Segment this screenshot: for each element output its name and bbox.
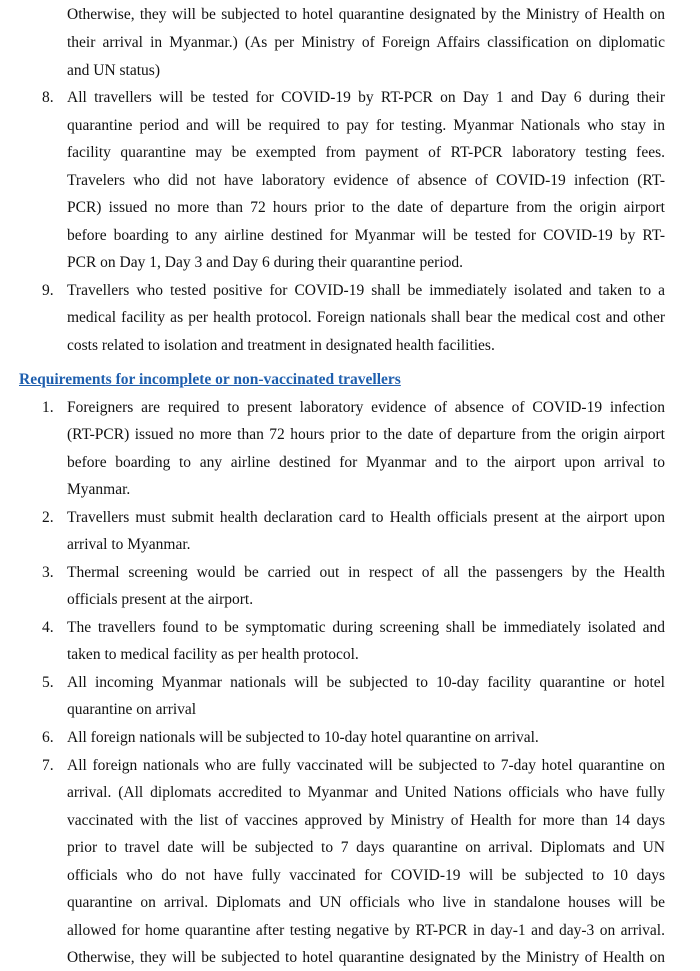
- list-item-line: vaccinated with the list of vaccines approved by Ministry of Health for more than 14 days: [67, 812, 665, 829]
- list-item-line: medical facility as per health protocol. Foreign nationals shall bear the medical cost and other: [67, 309, 665, 326]
- list-item-number: 4.: [42, 619, 54, 636]
- list-item-line: before boarding to any airline destined for Myanmar and to the airport upon arrival to: [67, 454, 665, 471]
- list-item-number: 6.: [42, 729, 54, 746]
- list-item-number: 5.: [42, 674, 54, 691]
- list-item-number: 2.: [42, 509, 54, 526]
- list-item-line: All foreign nationals will be subjected to 10-day hotel quarantine on arrival.: [67, 729, 539, 746]
- list-item-line: facility quarantine may be exempted from payment of RT-PCR laboratory testing fees.: [67, 144, 665, 161]
- list-item-line: arrival. (All diplomats accredited to Myanmar and United Nations officials who have fully: [67, 784, 665, 801]
- intro-line: and UN status): [67, 62, 160, 79]
- section-heading-link[interactable]: Requirements for incomplete or non-vaccinated travellers: [19, 371, 401, 388]
- list-item-line: (RT-PCR) issued no more than 72 hours prior to the date of departure from the origin airport: [67, 426, 665, 443]
- list-item-line: prior to travel date will be subjected to 7 days quarantine on arrival. Diplomats and UN: [67, 839, 665, 856]
- list-item-line: arrival to Myanmar.: [67, 536, 191, 553]
- list-item-line: Myanmar.: [67, 481, 131, 498]
- list-item-line: taken to medical facility as per health protocol.: [67, 646, 359, 663]
- list-item-line: Travellers must submit health declaration card to Health officials present at the airport upon: [67, 509, 665, 526]
- list-item-line: quarantine on arrival. Diplomats and UN officials who live in standalone houses will be: [67, 894, 665, 911]
- list-item-line: costs related to isolation and treatment in designated health facilities.: [67, 337, 495, 354]
- list-item-line: allowed for home quarantine after testing negative by RT-PCR in day-1 and day-3 on arrival.: [67, 922, 665, 939]
- list-item-line: Travellers who tested positive for COVID-19 shall be immediately isolated and taken to a: [67, 282, 665, 299]
- list-item-line: Foreigners are required to present laboratory evidence of absence of COVID-19 infection: [67, 399, 665, 416]
- list-item-line: officials present at the airport.: [67, 591, 254, 608]
- list-item-line: PCR on Day 1, Day 3 and Day 6 during their quarantine period.: [67, 254, 464, 271]
- list-item-number: 1.: [42, 399, 54, 416]
- list-item-line: Otherwise, they will be subjected to hotel quarantine designated by the Ministry of Health on: [67, 949, 665, 966]
- list-item-line: All travellers will be tested for COVID-19 by RT-PCR on Day 1 and Day 6 during their: [67, 89, 665, 106]
- list-item-line: All foreign nationals who are fully vaccinated will be subjected to 7-day hotel quarantine on: [67, 757, 665, 774]
- list-item-line: before boarding to any airline destined for Myanmar will be tested for COVID-19 by RT-: [67, 227, 665, 244]
- list-item-line: Travelers who did not have laboratory evidence of absence of COVID-19 infection (RT-: [67, 172, 665, 189]
- list-item-number: 3.: [42, 564, 54, 581]
- list-item-line: quarantine on arrival: [67, 701, 197, 718]
- list-item-number: 8.: [42, 89, 54, 106]
- intro-line: their arrival in Myanmar.) (As per Ministry of Foreign Affairs classification on diplomatic: [67, 34, 665, 51]
- list-item-line: PCR) issued no more than 72 hours prior to the date of departure from the origin airport: [67, 199, 665, 216]
- intro-line: Otherwise, they will be subjected to hotel quarantine designated by the Ministry of Health on: [67, 6, 665, 23]
- list-item-number: 9.: [42, 282, 54, 299]
- list-item-line: All incoming Myanmar nationals will be subjected to 10-day facility quarantine or hotel: [67, 674, 665, 691]
- list-item-number: 7.: [42, 757, 54, 774]
- list-item-line: Thermal screening would be carried out in respect of all the passengers by the Health: [67, 564, 665, 581]
- list-item-line: The travellers found to be symptomatic during screening shall be immediately isolated and: [67, 619, 665, 636]
- list-item-line: officials who do not have fully vaccinated for COVID-19 will be subjected to 10 days: [67, 867, 665, 884]
- list-item-line: quarantine period and will be required to pay for testing. Myanmar Nationals who stay in: [67, 117, 665, 134]
